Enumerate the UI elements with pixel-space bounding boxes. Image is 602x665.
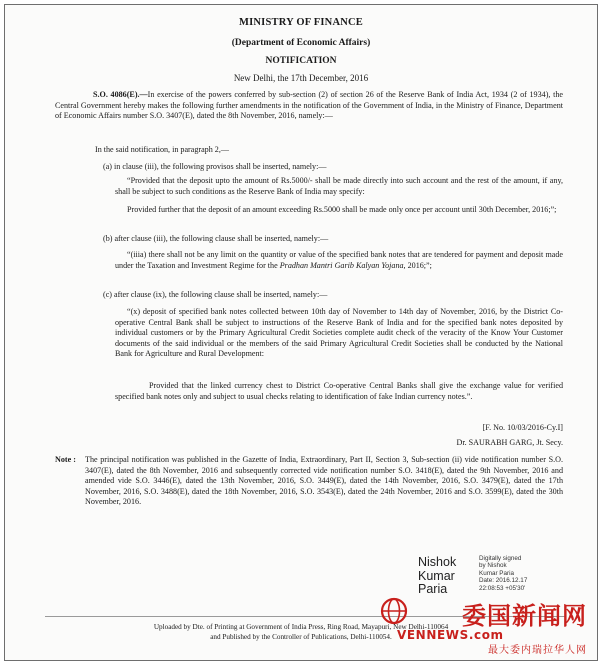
- sig-meta-line-4: Date: 2016.12.17: [479, 577, 528, 585]
- gazette-page: [4, 4, 598, 661]
- watermark-subtitle: 最大委内瑞拉华人网: [488, 645, 587, 656]
- sig-meta-line-5: 22:08:53 +05'30': [479, 584, 526, 592]
- clause-c-proviso: Provided that the linked currency chest to District Co-operative Central Banks shall give the exchange value for verified specified bank notes only and subject to usual checks relating to identification of fake Indian currency notes.”.: [115, 381, 563, 401]
- sig-name-line-2: Kumar: [418, 568, 455, 583]
- clause-b-text: [115, 250, 563, 271]
- clause-a-proviso-2: Provided further that the deposit of an amount exceeding Rs.5000 shall be made only once per account until 30th December, 2016;”;: [127, 205, 557, 214]
- para-intro: In the said notification, in paragraph 2,—: [95, 145, 229, 154]
- footer-line-1: Uploaded by Dte. of Printing at Government of India Press, Ring Road, Mayapuri, New Delhi-110064: [153, 623, 449, 631]
- notification-ref: S.O. 4086(E).: [93, 90, 140, 99]
- clause-b: (b) after clause (iii), the following clause shall be inserted, namely:—: [103, 234, 329, 243]
- date-line: New Delhi, the 17th December, 2016: [233, 73, 369, 83]
- notification-heading: NOTIFICATION: [265, 56, 337, 66]
- intro-paragraph: [55, 90, 563, 122]
- department-heading: (Department of Economic Affairs): [231, 38, 371, 48]
- clause-c-text: “(x) deposit of specified bank notes collected between 10th day of November to 14th day of November, 2016, by the District Co-operative Central Bank shall be subject to instructions of the Reserve Bank of India and for the specified bank notes deposited by individual customers or by the Primary Agricultural Credit Societies complete audit check of the veracity of the Know Your Customer documents of the said individual or the members of the said Primary Agricultural Credit Societies shall be conducted by the National Bank for Agriculture and Rural Development:: [115, 307, 563, 359]
- clause-c: (c) after clause (ix), the following clause shall be inserted, namely:—: [103, 290, 328, 299]
- note-label: Note :: [55, 455, 76, 464]
- sig-meta-line-1: Digitally signed: [479, 555, 522, 562]
- footer-line-2: and Published by the Controller of Publications, Delhi-110054.: [210, 632, 392, 641]
- intro-dash: —: [139, 90, 148, 99]
- digital-signature-name: [418, 556, 456, 597]
- signatory: Dr. SAURABH GARG, Jt. Secy.: [456, 438, 563, 447]
- intro-text: In exercise of the powers conferred by sub-section (2) of section 26 of the Reserve Bank of India Act, 1934 (2 of 1934), the Central Government hereby makes the following further amendments in the notification of the Government of India, in the Ministry of Finance, Department of Economic Affairs number S.O. 3407(E), dated the 8th November, 2016, namely:—: [55, 90, 563, 121]
- sig-meta-line-2: by Nishok: [479, 562, 507, 570]
- clause-b-text-part1: “(iiia) there shall not be any limit on the quantity or value of the specified bank notes that are tendered for payment and deposit made under the Taxation and Investment Regime for the: [115, 250, 563, 270]
- clause-b-text-part2: , 2016;”;: [403, 260, 432, 270]
- clause-a-proviso-1: “Provided that the deposit upto the amount of Rs.5000/- shall be made directly into such account and the rest of the amount, if any, shall be subject to such conditions as the Reserve Bank of India may specify:: [115, 176, 563, 196]
- ministry-heading: MINISTRY OF FINANCE: [239, 17, 363, 28]
- scheme-name: Pradhan Mantri Garib Kalyan Yojana: [279, 260, 404, 270]
- watermark-url: VENNEWS.com: [397, 628, 504, 642]
- watermark-title: 委国新闻网: [462, 602, 587, 630]
- site-watermark: [397, 594, 587, 654]
- clause-a: (a) in clause (iii), the following provisos shall be inserted, namely:—: [103, 162, 327, 171]
- sig-name-line-1: Nishok: [418, 555, 457, 569]
- note-text: The principal notification was published in the Gazette of India, Extraordinary, Part II, Section 3, Sub-section (ii) vide notification number S.O. 3407(E), dated the 8th November, 2016 and subsequently corrected vide notification number S.O. 3418(E), dated the 9th November, 2016 and amended vide S.O. 3446(E), dated the 13th November, 2016, S.O. 3449(E), dated the 14th November, 2016, S.O. 3479(E), dated the 17th November, 2016, S.O. 3488(E), dated the 18th November, 2016, S.O. 3543(E), dated the 24th November, 2016 and S.O. 3599(E), dated the 30th November, 2016.: [85, 455, 563, 507]
- sig-meta-line-3: Kumar Paria: [479, 569, 514, 577]
- sig-name-line-3: Paria: [418, 582, 448, 596]
- file-number: [F. No. 10/03/2016-Cy.I]: [482, 423, 563, 432]
- digital-signature-meta: [479, 555, 527, 592]
- globe-logo-icon: [379, 596, 409, 626]
